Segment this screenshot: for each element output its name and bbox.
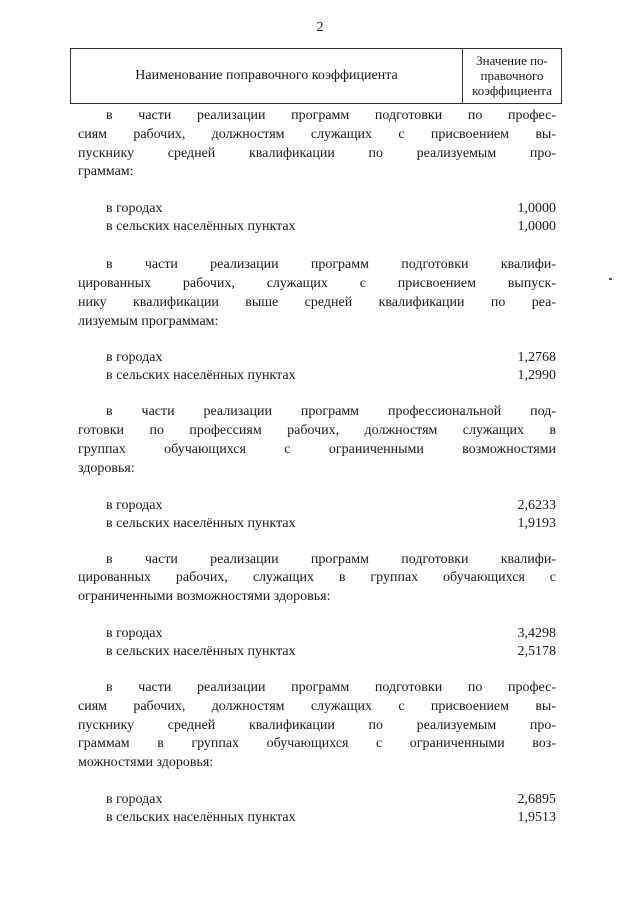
header-name-column: Наименование поправочного коэффициента [71, 49, 463, 103]
description-line: в части реализации программ подготовки квалифи- [106, 257, 556, 273]
row-value: 1,2990 [517, 368, 556, 384]
value-row [78, 349, 556, 367]
description-line: можностями здоровья: [78, 755, 214, 771]
value-rows [78, 791, 556, 827]
row-label: в сельских населённых пунктах [106, 368, 296, 384]
row-label: в сельских населённых пунктах [106, 515, 296, 531]
description-line: в части реализации программ профессиональной под- [106, 404, 556, 420]
row-label: в городах [106, 350, 163, 366]
description-line: пускнику средней квалификации по реализуемым про- [78, 717, 556, 733]
value-row [78, 200, 556, 218]
description-line: цированных рабочих, служащих с присвоением выпуск- [78, 275, 556, 291]
section-description [78, 107, 556, 182]
description-line: граммам: [78, 164, 134, 180]
coefficient-section [78, 403, 556, 550]
row-value: 1,9193 [517, 515, 556, 531]
row-value: 1,9513 [517, 809, 556, 825]
section-description [78, 403, 556, 478]
row-label: в городах [106, 497, 163, 513]
description-line: граммам в группах обучающихся с ограниченными воз- [78, 736, 556, 752]
coefficient-section [78, 107, 556, 256]
description-line: в части реализации программ подготовки по профес- [106, 108, 556, 123]
value-row [78, 809, 556, 827]
description-line: здоровья: [78, 460, 135, 476]
section-description [78, 256, 556, 331]
description-line: группах обучающихся с ограниченными возможностями [78, 441, 556, 457]
description-line: пускнику средней квалификации по реализуемым про- [78, 145, 556, 161]
row-label: в городах [106, 201, 163, 217]
description-line: нику квалификации выше средней квалификации по реа- [78, 294, 556, 310]
value-row [78, 497, 556, 515]
description-line: сиям рабочих, должностям служащих с присвоением вы- [78, 126, 556, 142]
row-label: в сельских населённых пунктах [106, 809, 296, 825]
description-line: готовки по профессиям рабочих, должностям служащих в [78, 423, 556, 439]
value-row [78, 625, 556, 643]
coefficient-section [78, 679, 556, 827]
row-value: 3,4298 [517, 625, 556, 641]
value-rows [78, 497, 556, 533]
coefficient-section [78, 256, 556, 403]
header-value-column [463, 49, 561, 103]
header-value-line: Значение по- [476, 53, 548, 68]
value-rows [78, 200, 556, 236]
description-line: в части реализации программ подготовки по профес- [106, 679, 556, 695]
row-label: в сельских населённых пунктах [106, 643, 296, 659]
description-line: в части реализации программ подготовки квалифи- [106, 551, 556, 567]
value-row [78, 791, 556, 809]
row-label: в сельских населённых пунктах [106, 219, 296, 235]
row-value: 1,0000 [517, 201, 556, 217]
value-row [78, 643, 556, 661]
header-value-line: правочного [480, 68, 544, 83]
value-row [78, 515, 556, 533]
description-line: цированных рабочих, служащих в группах обучающихся с [78, 570, 556, 586]
table-header [70, 48, 562, 104]
value-rows [78, 625, 556, 661]
row-label: в городах [106, 625, 163, 641]
row-value: 1,0000 [517, 219, 556, 235]
row-value: 2,6233 [517, 497, 556, 513]
value-row [78, 218, 556, 236]
section-description [78, 679, 556, 773]
description-line: ограниченными возможностями здоровья: [78, 589, 331, 605]
row-value: 2,6895 [517, 791, 556, 807]
value-rows [78, 349, 556, 385]
coefficients-list [78, 107, 556, 827]
scan-speck [609, 278, 612, 280]
description-line: сиям рабочих, должностям служащих с присвоением вы- [78, 698, 556, 714]
value-row [78, 367, 556, 385]
description-line: лизуемым программам: [78, 313, 219, 329]
page-number: 2 [316, 20, 324, 35]
row-label: в городах [106, 791, 163, 807]
row-value: 2,5178 [517, 643, 556, 659]
coefficient-section [78, 551, 556, 679]
row-value: 1,2768 [517, 350, 556, 366]
section-description [78, 551, 556, 607]
header-value-line: коэффициента [472, 83, 552, 98]
